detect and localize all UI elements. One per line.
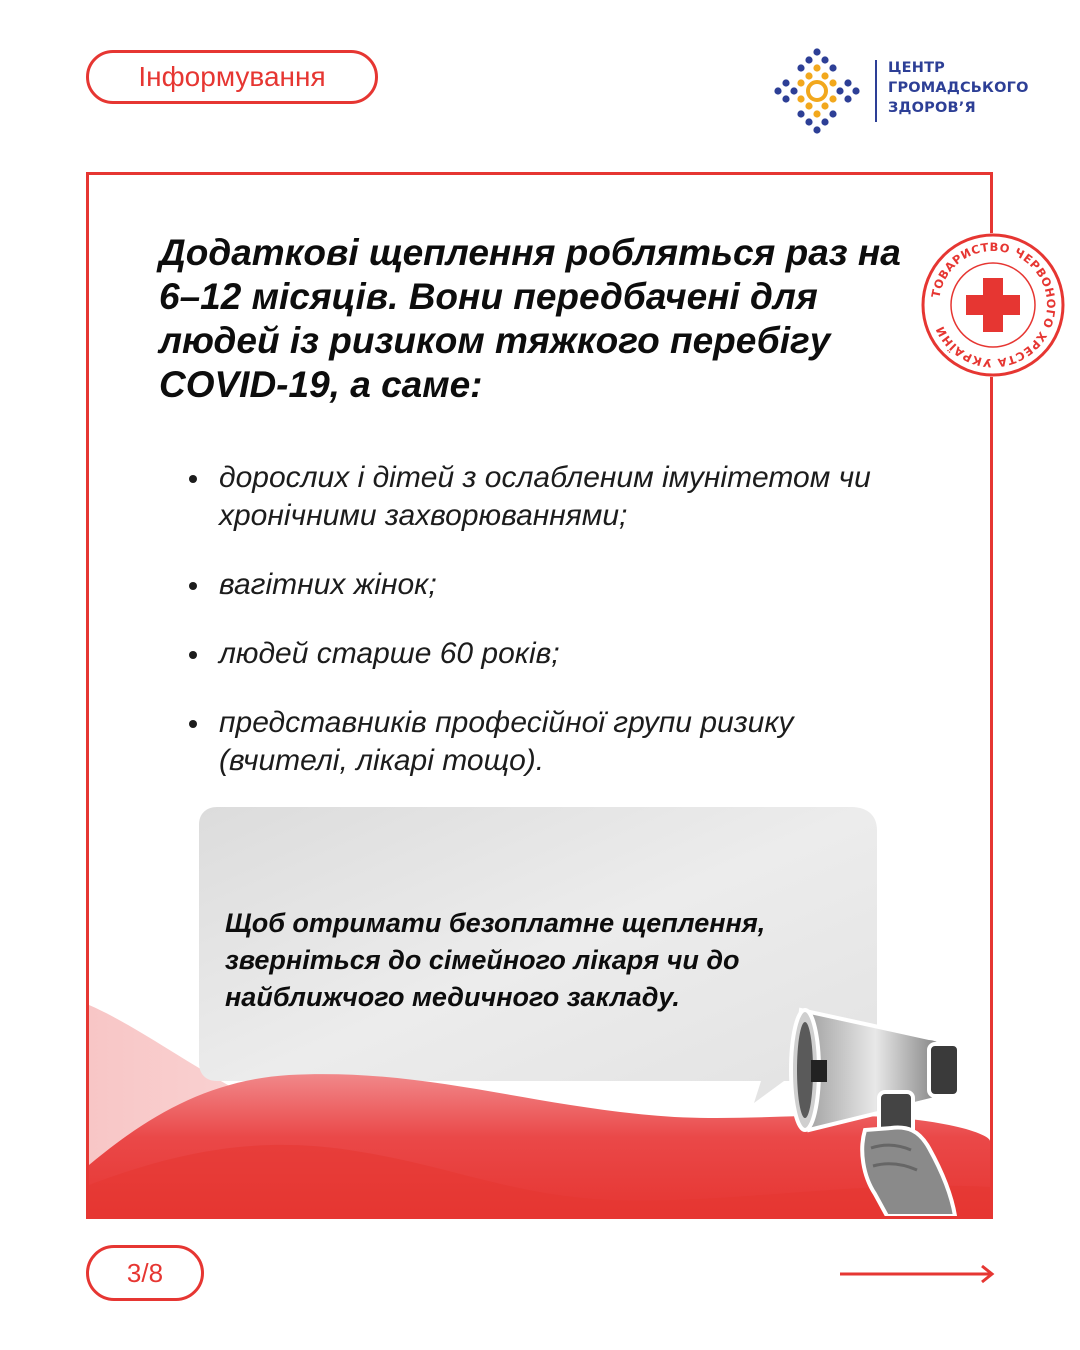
page-indicator — [86, 1245, 204, 1301]
red-cross-emblem — [918, 230, 1068, 380]
megaphone-icon — [779, 980, 979, 1216]
callout-text: Щоб отримати безоплатне щеплення, зверніться до сімейного лікаря чи до найближчого медичного закладу. — [225, 908, 766, 1012]
list-item: вагітних жінок; — [189, 566, 909, 604]
headline: Додаткові щеплення робляться раз на 6–12 місяців. Вони передбачені для людей із ризиком тяжкого перебігу COVID-19, а саме: — [159, 232, 901, 405]
category-tag — [86, 50, 378, 104]
page-indicator-label: 3/8 — [126, 1257, 164, 1288]
risk-groups-list — [189, 459, 909, 811]
list-item: дорослих і дітей з ослабленим імунітетом чи хронічними захворюваннями; — [189, 459, 909, 535]
list-item: представників професійної групи ризику (вчителі, лікарі тощо). — [189, 704, 909, 780]
content-card — [86, 172, 993, 1219]
logo-dots-icon — [772, 46, 862, 136]
logo-line: ЗДОРОВ’Я — [888, 100, 976, 116]
category-tag-label: Інформування — [138, 61, 326, 92]
list-item: людей старше 60 років; — [189, 635, 909, 673]
arrow-right-icon[interactable] — [838, 1262, 998, 1286]
logo-divider — [875, 60, 877, 122]
public-health-center-logo — [772, 46, 1032, 136]
logo-text — [888, 58, 1029, 118]
logo-line: ГРОМАДСЬКОГО — [888, 80, 1029, 96]
stamp-text: ТОВАРИСТВО ЧЕРВОНОГО ХРЕСТА УКРАЇНИ — [928, 239, 1059, 371]
logo-line: ЦЕНТР — [888, 60, 946, 76]
